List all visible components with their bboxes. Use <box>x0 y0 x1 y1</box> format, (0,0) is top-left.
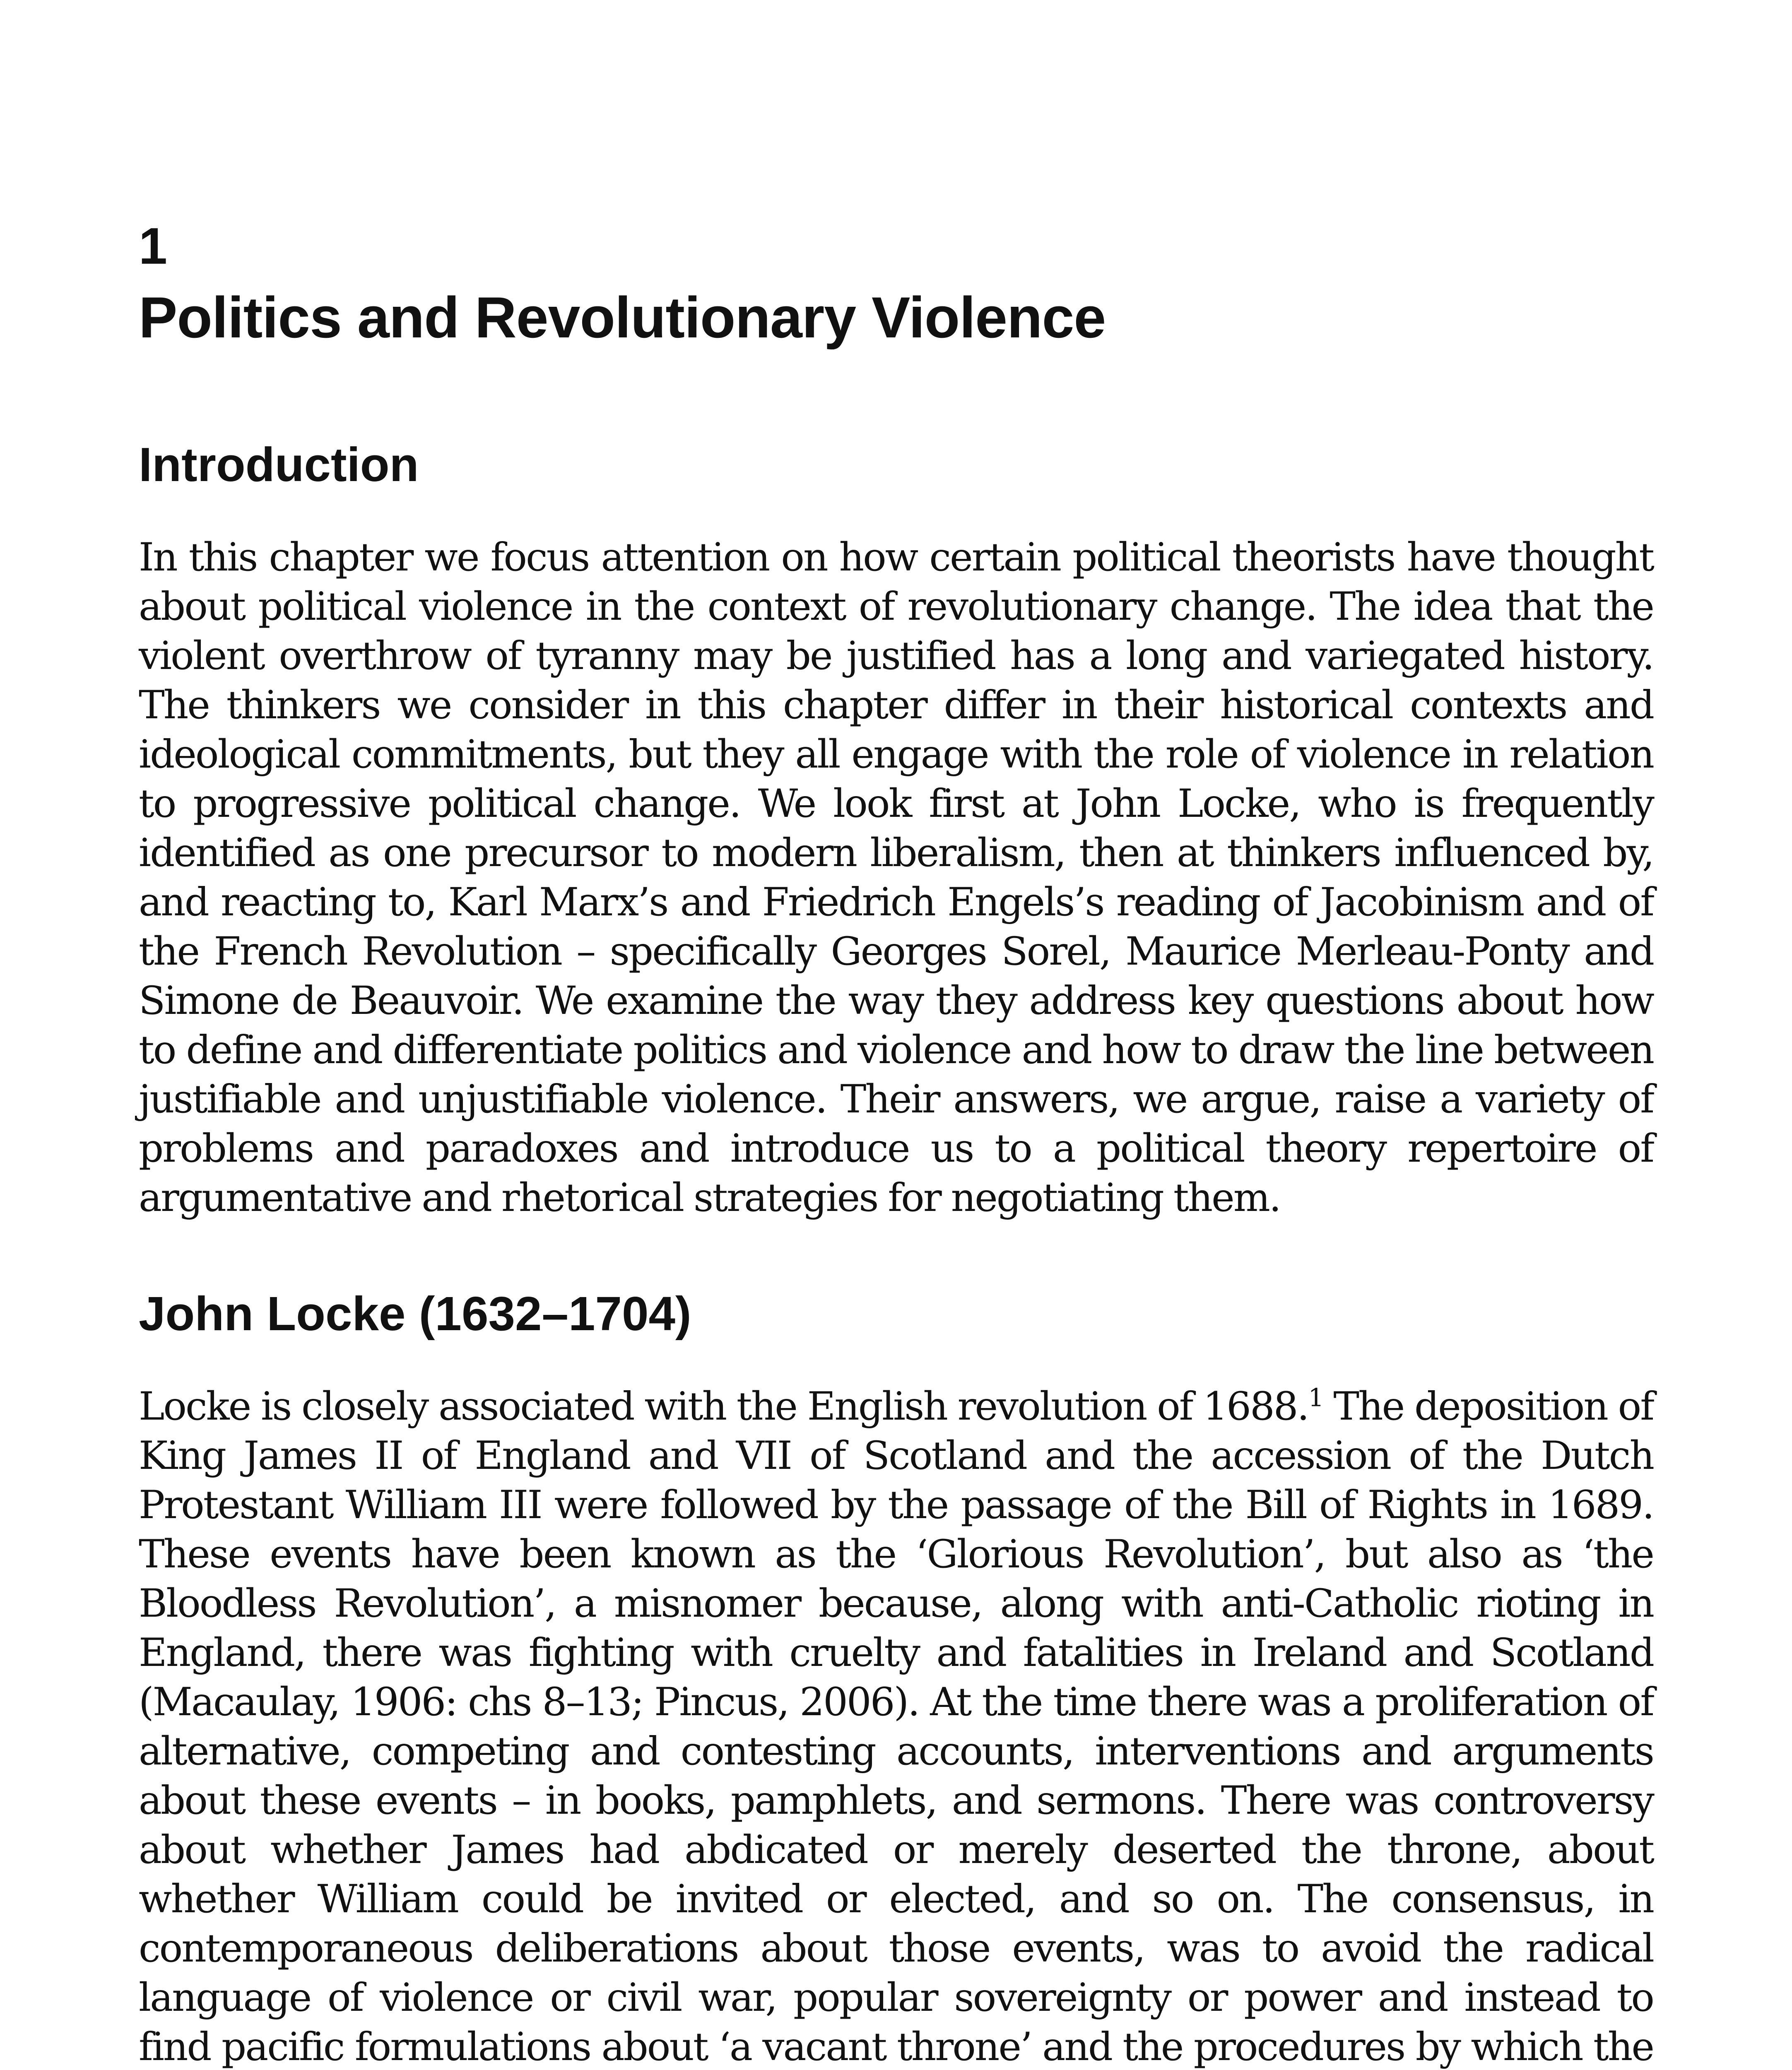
chapter-number: 1 <box>139 218 167 275</box>
footnote-marker: 1 <box>1308 1383 1323 1413</box>
text-span: The deposition of King James II of England and VII of Scotland and the accession of the Dutch Protestant William III were followed by the passage of the Bill of Rights in 1689. These events have been known as the ‘Glorious Revolution’, but also as ‘the Bloodless Revolution’, a misnomer because, along with anti-Catholic rioting in England, there was fighting with cruelty and fatalities in Ireland and Scotland (Macaulay, 1906: chs 8–13; Pincus, 2006). At the time there was a proliferation of alternative, competing and contesting accounts, interventions and arguments about these events – in books, pamphlets, and sermons. There was controversy about whether James had abdicated or merely deserted the throne, about whether William could be invited or elected, and so on. The consensus, in contemporaneous deliberations about those events, was to avoid the radical language of violence or civil war, popular sovereignty or power and instead to find pacific formulations about ‘a vacant throne’ and the procedures by which the <box>139 1384 1653 2070</box>
introduction-paragraph: In this chapter we focus attention on how certain political theorists have thought about political violence in the context of revolutionary change. The idea that the violent overthrow of tyranny may be justified has a long and variegated history. The thinkers we consider in this chapter differ in their historical contexts and ideological commitments, but they all engage with the role of violence in relation to progressive political change. We look first at John Locke, who is frequently identified as one precursor to modern liberalism, then at thinkers influenced by, and reacting to, Karl Marx’s and Friedrich Engels’s reading of Jacobinism and of the French Revolution – specifically Georges Sorel, Maurice Merleau-Ponty and Simone de Beauvoir. We examine the way they address key questions about how to define and differentiate politics and violence and how to draw the line between justifiable and unjustifiable violence. Their answers, we argue, raise a variety of problems and paradoxes and introduce us to a political theory repertoire of argumentative and rhetorical strategies for negotiating them. <box>139 535 1653 1220</box>
chapter-title: Politics and Revolutionary Violence <box>139 285 1106 350</box>
text-span: Locke is closely associated with the English revolution of 1688. <box>139 1384 1308 1429</box>
book-page <box>139 215 1653 2070</box>
section-heading-john-locke: John Locke (1632–1704) <box>139 1287 691 1341</box>
locke-paragraph-1 <box>139 1382 1653 2070</box>
section-heading-introduction: Introduction <box>139 438 419 491</box>
